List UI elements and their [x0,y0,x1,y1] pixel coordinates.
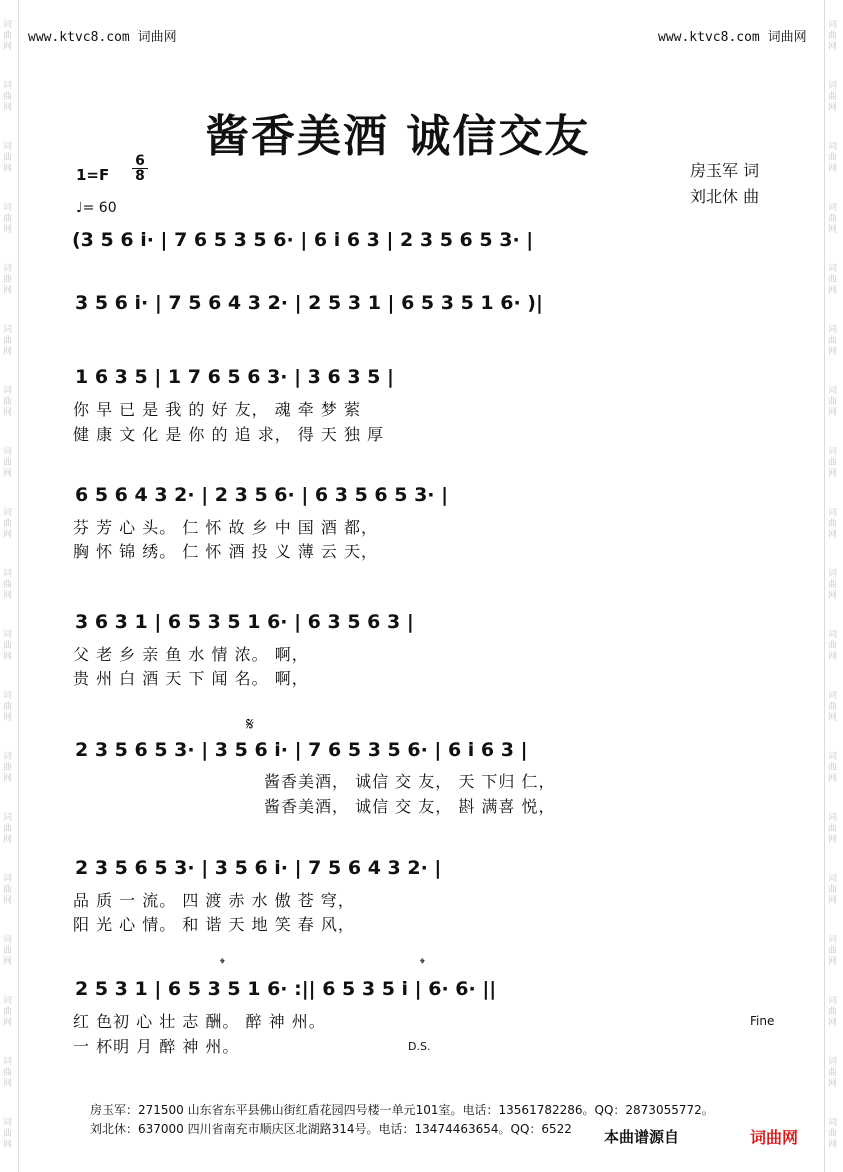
side-watermark-char: 词 [3,1057,13,1067]
side-watermark-char: 词 [3,264,13,274]
side-watermark-char: 曲 [3,763,13,773]
side-watermark-char: 词 [3,1118,13,1128]
score-row-4-lyrics-1: 芬 芳 心 头。 仁 怀 故 乡 中 国 酒 都， [73,518,378,537]
side-watermark-char: 网 [3,469,13,479]
side-watermark-char: 网 [3,1018,13,1028]
side-watermark-char: 网 [3,713,13,723]
side-watermark-char: 网 [3,1079,13,1089]
score-row-8-lyrics-1: 红 色初 心 壮 志 酬。 醉 神 州。 [73,1012,326,1031]
side-watermark-char: 曲 [3,458,13,468]
side-watermark-char: 曲 [828,31,838,41]
footer-brand[interactable]: 词曲网 [750,1128,799,1147]
side-watermark-char: 曲 [3,519,13,529]
score-row-6-lyrics-2: 酱香美酒， 诚信 交 友， 斟 满喜 悦， [264,797,556,816]
footer-source-box [600,1124,810,1148]
fine-mark: Fine [750,1014,775,1028]
side-watermark-char: 曲 [3,946,13,956]
side-watermark-char: 网 [3,530,13,540]
side-watermark-char: 词 [828,935,838,945]
side-watermark-char: 词 [3,752,13,762]
side-watermark-char: 词 [828,20,838,30]
side-watermark-char: 曲 [828,763,838,773]
side-watermark-char: 网 [3,286,13,296]
side-watermark-char: 词 [3,996,13,1006]
score-row-6-notes: 2 3 5 6 5 3· | 3 5 6 i· | 7 6 5 3 5 6· | 6 i 6 3 | [75,739,528,761]
side-watermark-char: 曲 [3,1129,13,1139]
score-row-4-lyrics-2: 胸 怀 锦 绣。 仁 怀 酒 投 义 薄 云 天， [73,542,378,561]
side-watermark-char: 网 [3,408,13,418]
score-row-7-lyrics-2: 阳 光 心 情。 和 谐 天 地 笑 春 风， [73,915,355,934]
side-watermark-char: 网 [828,591,838,601]
side-watermark-char: 曲 [828,397,838,407]
side-watermark-char: 曲 [828,580,838,590]
time-signature-top: 6 [135,153,145,169]
right-watermark-strip [824,0,843,1172]
score-row-5-lyrics-2: 贵 州 白 酒 天 下 闻 名。 啊， [73,669,309,688]
score-row-3-notes: 1 6 3 5 | 1 7 6 5 6 3· | 3 6 3 5 | [75,366,394,388]
side-watermark-char: 曲 [828,702,838,712]
side-watermark-char: 曲 [828,92,838,102]
side-watermark-char: 曲 [3,885,13,895]
score-row-7-notes: 2 3 5 6 5 3· | 3 5 6 i· | 7 5 6 4 3 2· | [75,857,442,879]
side-watermark-char: 网 [3,164,13,174]
side-watermark-char: 曲 [828,336,838,346]
lyricist-credit: 房玉军 词 [690,161,760,180]
score-row-3-lyrics-2: 健 康 文 化 是 你 的 追 求， 得 天 独 厚 [73,425,385,444]
side-watermark-char: 网 [828,347,838,357]
side-watermark-char: 曲 [828,885,838,895]
side-watermark-char: 曲 [3,31,13,41]
watermark-url-left[interactable]: www.ktvc8.com 词曲网 [28,30,177,45]
side-watermark-char: 词 [3,874,13,884]
side-watermark-char: 词 [3,142,13,152]
side-watermark-char: 词 [828,203,838,213]
left-watermark-strip [0,0,19,1172]
side-watermark-char: 曲 [828,1129,838,1139]
side-watermark-char: 词 [828,264,838,274]
side-watermark-char: 网 [828,42,838,52]
side-watermark-char: 曲 [828,275,838,285]
side-watermark-char: 词 [828,447,838,457]
side-watermark-char: 曲 [828,824,838,834]
side-watermark-char: 词 [3,508,13,518]
side-watermark-char: 网 [3,835,13,845]
side-watermark-char: 词 [828,142,838,152]
side-watermark-char: 词 [3,386,13,396]
coda-icon-1: 𝄌 [220,956,225,972]
score-row-2-notes: 3 5 6 i· | 7 5 6 4 3 2· | 2 5 3 1 | 6 5 3 5 1 6· )| [75,292,543,314]
score-row-6-lyrics-1: 酱香美酒， 诚信 交 友， 天 下归 仁， [264,772,556,791]
side-watermark-char: 网 [828,286,838,296]
coda-icon-2: 𝄌 [420,956,425,972]
side-watermark-char: 词 [3,630,13,640]
side-watermark-char: 曲 [828,519,838,529]
side-watermark-char: 词 [828,874,838,884]
side-watermark-char: 曲 [828,153,838,163]
composer-credit: 刘北休 曲 [690,187,760,206]
ds-mark: D.S. [408,1040,431,1053]
side-watermark-char: 网 [828,103,838,113]
side-watermark-char: 词 [3,20,13,30]
side-watermark-char: 网 [3,957,13,967]
side-watermark-char: 词 [828,813,838,823]
side-watermark-char: 网 [3,225,13,235]
side-watermark-char: 曲 [3,641,13,651]
side-watermark-char: 曲 [3,824,13,834]
side-watermark-char: 词 [828,386,838,396]
side-watermark-char: 网 [3,347,13,357]
side-watermark-char: 网 [3,896,13,906]
side-watermark-char: 词 [3,569,13,579]
side-watermark-char: 曲 [828,214,838,224]
score-row-5-lyrics-1: 父 老 乡 亲 鱼 水 情 浓。 啊， [73,645,309,664]
side-watermark-char: 词 [828,630,838,640]
side-watermark-char: 曲 [3,580,13,590]
side-watermark-char: 网 [3,1140,13,1150]
side-watermark-char: 曲 [828,641,838,651]
side-watermark-char: 曲 [3,1007,13,1017]
side-watermark-char: 词 [828,752,838,762]
side-watermark-char: 词 [3,81,13,91]
score-row-8-notes: 2 5 3 1 | 6 5 3 5 1 6· :|| 6 5 3 5 i | 6· 6· || [75,978,497,1000]
side-watermark-char: 网 [828,1018,838,1028]
side-watermark-char: 网 [3,591,13,601]
side-watermark-char: 词 [828,81,838,91]
side-watermark-char: 词 [828,325,838,335]
side-watermark-char: 网 [828,835,838,845]
side-watermark-char: 曲 [3,702,13,712]
tempo-value: = 60 [82,200,117,216]
score-row-3-lyrics-1: 你 早 已 是 我 的 好 友， 魂 牵 梦 萦 [73,400,361,419]
side-watermark-char: 网 [828,408,838,418]
tempo-mark [76,200,117,216]
segno-icon: 𝄋 [246,714,254,735]
side-watermark-char: 网 [828,774,838,784]
watermark-url-right[interactable]: www.ktvc8.com 词曲网 [658,30,807,45]
side-watermark-char: 词 [3,935,13,945]
side-watermark-char: 词 [3,813,13,823]
side-watermark-char: 网 [828,713,838,723]
side-watermark-char: 曲 [3,214,13,224]
side-watermark-char: 网 [828,469,838,479]
side-watermark-char: 网 [828,164,838,174]
side-watermark-char: 网 [3,652,13,662]
side-watermark-char: 曲 [3,92,13,102]
score-row-8-lyrics-2: 一 杯明 月 醉 神 州。 [73,1037,240,1056]
side-watermark-char: 网 [828,1140,838,1150]
side-watermark-char: 网 [3,103,13,113]
side-watermark-char: 网 [828,225,838,235]
side-watermark-char: 词 [3,447,13,457]
side-watermark-char: 词 [828,691,838,701]
score-row-1-notes: (3 5 6 i· | 7 6 5 3 5 6· | 6 i 6 3 | 2 3 5 6 5 3· | [72,229,534,251]
score-row-5-notes: 3 6 3 1 | 6 5 3 5 1 6· | 6 3 5 6 3 | [75,611,414,633]
score-row-7-lyrics-1: 品 质 一 流。 四 渡 赤 水 傲 苍 穹， [73,891,355,910]
side-watermark-char: 曲 [3,336,13,346]
side-watermark-char: 词 [828,996,838,1006]
side-watermark-char: 曲 [3,153,13,163]
side-watermark-char: 词 [828,1057,838,1067]
key-signature: 1=F [76,166,110,184]
side-watermark-char: 网 [828,652,838,662]
footer-line-1: 房玉军：271500 山东省东平县佛山街红盾花园四号楼一单元101室。电话：13561782286。QQ：2873055772。 [90,1103,714,1117]
side-watermark-char: 词 [828,569,838,579]
side-watermark-char: 网 [828,1079,838,1089]
side-watermark-char: 网 [3,774,13,784]
side-watermark-char: 曲 [828,1007,838,1017]
side-watermark-char: 曲 [828,946,838,956]
time-signature-bottom: 8 [132,168,148,183]
quarter-note-icon: ♩ [76,200,83,216]
side-watermark-char: 网 [828,530,838,540]
side-watermark-char: 词 [828,508,838,518]
song-title: 酱香美酒 诚信交友 [205,111,591,162]
side-watermark-char: 词 [828,1118,838,1128]
side-watermark-char: 曲 [3,1068,13,1078]
time-signature [132,154,148,183]
side-watermark-char: 曲 [3,397,13,407]
side-watermark-char: 词 [3,203,13,213]
side-watermark-char: 曲 [3,275,13,285]
footer-line-2: 刘北休：637000 四川省南充市顺庆区北湖路314号。电话：13474463654。QQ：6522 [90,1122,572,1136]
footer-source-label: 本曲谱源自 [604,1128,680,1146]
side-watermark-char: 词 [3,691,13,701]
side-watermark-char: 曲 [828,1068,838,1078]
side-watermark-char: 网 [828,896,838,906]
side-watermark-char: 词 [3,325,13,335]
side-watermark-char: 网 [3,42,13,52]
side-watermark-char: 曲 [828,458,838,468]
score-row-4-notes: 6 5 6 4 3 2· | 2 3 5 6· | 6 3 5 6 5 3· | [75,484,449,506]
side-watermark-char: 网 [828,957,838,967]
